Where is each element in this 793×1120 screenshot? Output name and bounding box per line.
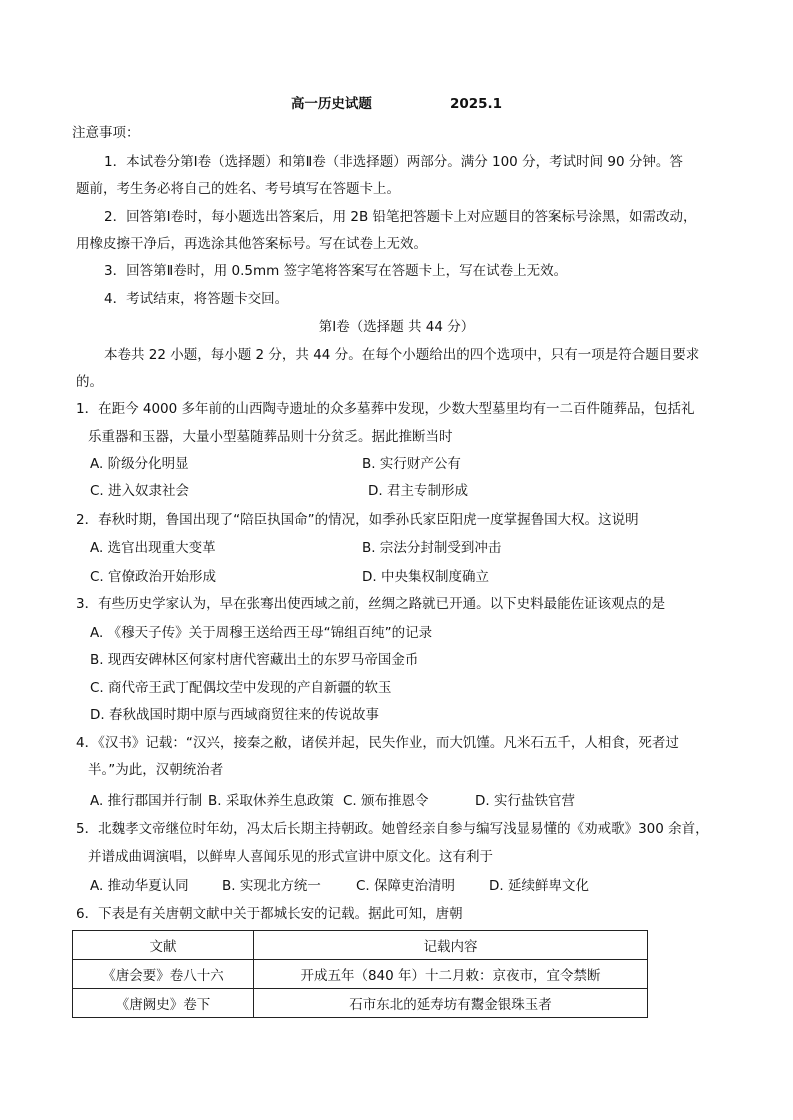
question-2-option-b[interactable]: B. 宗法分封制受到冲击 [362,540,502,556]
exam-title [0,95,793,113]
question-2-option-c[interactable]: C. 官僚政治开始形成 [90,569,217,585]
question-4-stem: 4．《汉书》记载：“汉兴，接秦之敝，诸侯并起，民失作业，而大饥馑。凡米石五千，人相食，死者过 [76,735,679,751]
question-3-option-c[interactable]: C. 商代帝王武丁配偶坟茔中发现的产自新疆的软玉 [90,680,392,696]
question-2-stem: 2．春秋时期，鲁国出现了“陪臣执国命”的情况，如季孙氏家臣阳虎一度掌握鲁国大权。这说明 [76,512,639,528]
table-cell: 石市东北的延寿坊有鬻金银珠玉者 [254,989,648,1018]
question-5-stem: 并谱成曲调演唱，以鲜卑人喜闻乐见的形式宣讲中原文化。这有利于 [88,849,493,865]
notice-line: 4．考试结束，将答题卡交回。 [104,291,289,307]
question-3-option-b[interactable]: B. 现西安碑林区何家村唐代窖藏出土的东罗马帝国金币 [90,652,419,668]
table-cell: 《唐会要》卷八十六 [73,960,254,989]
question-1-option-a[interactable]: A. 阶级分化明显 [90,456,189,472]
notice-line: 用橡皮擦干净后，再选涂其他答案标号。写在试卷上无效。 [76,236,427,252]
notice-line: 题前，考生务必将自己的姓名、考号填写在答题卡上。 [76,181,400,197]
question-3-option-d[interactable]: D. 春秋战国时期中原与西域商贸往来的传说故事 [90,707,379,723]
question-1-stem: 1．在距今 4000 多年前的山西陶寺遗址的众多墓葬中发现，少数大型墓里均有一二百件随葬品，包括礼 [76,401,695,417]
section-intro: 本卷共 22 小题，每小题 2 分，共 44 分。在每个小题给出的四个选项中，只有一项是符合题目要求 [104,347,700,363]
question-3-option-a[interactable]: A. 《穆天子传》关于周穆王送给西王母“锦组百纯”的记录 [90,625,433,641]
question-4-option-d[interactable]: D. 实行盐铁官营 [475,793,575,809]
question-4-stem: 半。”为此，汉朝统治者 [88,762,224,778]
question-5-option-a[interactable]: A. 推动华夏认同 [90,878,189,894]
question-1-option-d[interactable]: D. 君主专制形成 [368,483,468,499]
question-5-option-b[interactable]: B. 实现北方统一 [222,878,321,894]
question-1-option-b[interactable]: B. 实行财产公有 [362,456,461,472]
table-header-cell: 记载内容 [254,931,648,960]
question-4-option-b[interactable]: B. 采取休养生息政策 [208,793,334,809]
exam-title-text: 高一历史试题 [290,96,372,112]
question-4-option-a[interactable]: A. 推行郡国并行制 [90,793,203,809]
table-header-cell: 文献 [73,931,254,960]
records-table [72,930,648,1018]
notice-heading: 注意事项： [72,125,140,141]
notice-line: 1．本试卷分第Ⅰ卷（选择题）和第Ⅱ卷（非选择题）两部分。满分 100 分，考试时间 90 分钟。答 [104,154,683,170]
notice-line: 3．回答第Ⅱ卷时，用 0.5mm 签字笔将答案写在答题卡上，写在试卷上无效。 [104,263,568,279]
table-header-row [73,931,648,960]
section-heading: 第Ⅰ卷（选择题 共 44 分） [318,319,475,335]
question-4-option-c[interactable]: C. 颁布推恩令 [343,793,429,809]
question-5-stem: 5．北魏孝文帝继位时年幼，冯太后长期主持朝政。她曾经亲自参与编写浅显易懂的《劝戒歌》300 余首， [76,821,709,837]
question-1-option-c[interactable]: C. 进入奴隶社会 [90,483,190,499]
table-row [73,989,648,1018]
table-cell: 《唐阙史》卷下 [73,989,254,1018]
question-2-option-a[interactable]: A. 选官出现重大变革 [90,540,216,556]
table-cell: 开成五年（840 年）十二月敕：京夜市，宜令禁断 [254,960,648,989]
section-intro: 的。 [76,374,103,390]
question-5-option-c[interactable]: C. 保障吏治清明 [356,878,456,894]
question-6-stem: 6．下表是有关唐朝文献中关于都城长安的记载。据此可知，唐朝 [76,906,463,922]
notice-line: 2．回答第Ⅰ卷时，每小题选出答案后，用 2B 铅笔把答题卡上对应题目的答案标号涂黑，如需改动， [104,209,697,225]
exam-date: 2025.1 [449,96,503,112]
question-1-stem: 乐重器和玉器，大量小型墓随葬品则十分贫乏。据此推断当时 [88,429,453,445]
question-5-option-d[interactable]: D. 延续鲜卑文化 [489,878,589,894]
question-2-option-d[interactable]: D. 中央集权制度确立 [362,569,489,585]
question-3-stem: 3．有些历史学家认为，早在张骞出使西域之前，丝绸之路就已开通。以下史料最能佐证该观点的是 [76,596,666,612]
table-row [73,960,648,989]
